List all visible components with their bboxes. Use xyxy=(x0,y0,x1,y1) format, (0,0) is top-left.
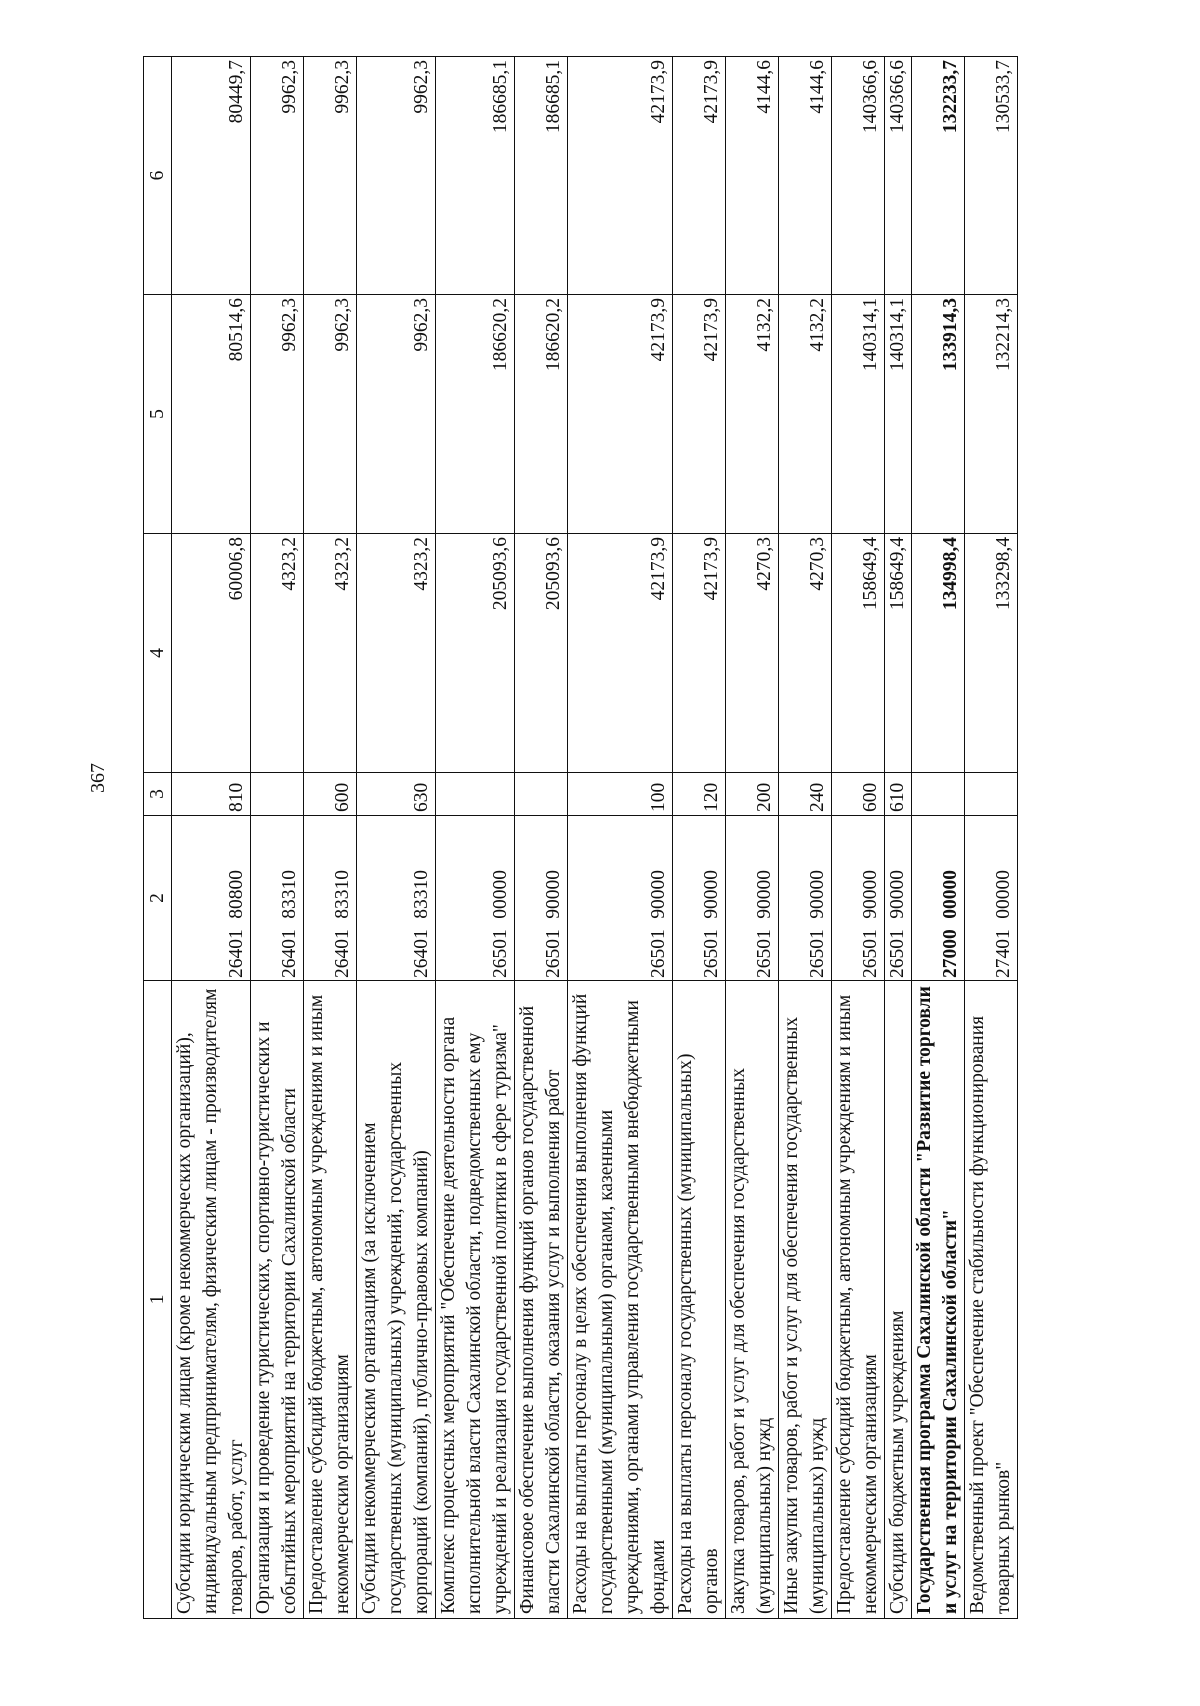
row-value-col5: 9962,3 xyxy=(357,295,436,534)
row-value-col6: 9962,3 xyxy=(251,57,304,295)
row-expense-type: 610 xyxy=(885,773,912,816)
row-code-direction: 90000 xyxy=(701,870,722,919)
row-name: Финансовое обеспечение выполнения функций органов государственной власти Сахалинской области, оказания услуг и выполнения работ xyxy=(515,981,568,1619)
row-code-direction: 90000 xyxy=(543,870,564,919)
row-code-program: 26501 xyxy=(860,929,881,978)
row-code-direction: 90000 xyxy=(754,870,775,919)
row-value-col6: 9962,3 xyxy=(357,57,436,295)
row-code xyxy=(436,816,515,981)
row-code-program: 26401 xyxy=(411,929,432,978)
row-code-direction: 90000 xyxy=(860,870,881,919)
row-value-col5: 140314,1 xyxy=(832,295,885,534)
row-value-col5: 133914,3 xyxy=(912,295,965,534)
row-expense-type: 100 xyxy=(568,773,673,816)
row-expense-type xyxy=(515,773,568,816)
row-value-col5: 42173,9 xyxy=(568,295,673,534)
row-value-col6: 140366,6 xyxy=(885,57,912,295)
table-row xyxy=(357,57,436,1619)
row-code xyxy=(357,816,436,981)
row-name: Иные закупки товаров, работ и услуг для обеспечения государственных (муниципальных) нужд xyxy=(779,981,832,1619)
row-expense-type: 630 xyxy=(357,773,436,816)
row-name: Предоставление субсидий бюджетным, автономным учреждениям и иным некоммерческим организациям xyxy=(304,981,357,1619)
row-code xyxy=(515,816,568,981)
table-row xyxy=(172,57,251,1619)
row-code xyxy=(832,816,885,981)
row-value-col6: 9962,3 xyxy=(304,57,357,295)
table-row xyxy=(568,57,673,1619)
row-value-col6: 140366,6 xyxy=(832,57,885,295)
row-code xyxy=(172,816,251,981)
row-expense-type: 810 xyxy=(172,773,251,816)
row-value-col4: 205093,6 xyxy=(515,534,568,773)
header-col-6: 6 xyxy=(144,57,172,295)
row-code-direction: 90000 xyxy=(807,870,828,919)
row-value-col4: 134998,4 xyxy=(912,534,965,773)
row-value-col6: 186685,1 xyxy=(515,57,568,295)
row-value-col4: 4323,2 xyxy=(304,534,357,773)
row-code xyxy=(568,816,673,981)
row-value-col5: 9962,3 xyxy=(251,295,304,534)
row-value-col6: 4144,6 xyxy=(726,57,779,295)
table-row xyxy=(912,57,965,1619)
row-expense-type xyxy=(436,773,515,816)
row-code xyxy=(885,816,912,981)
row-expense-type xyxy=(912,773,965,816)
row-code xyxy=(304,816,357,981)
table-row xyxy=(965,57,1018,1619)
row-value-col4: 158649,4 xyxy=(832,534,885,773)
row-code-direction: 90000 xyxy=(887,870,908,919)
row-value-col5: 4132,2 xyxy=(726,295,779,534)
row-value-col5: 9962,3 xyxy=(304,295,357,534)
header-col-1: 1 xyxy=(144,981,172,1619)
row-code-program: 26401 xyxy=(332,929,353,978)
row-code xyxy=(726,816,779,981)
row-name: Субсидии некоммерческим организациям (за исключением государственных (муниципальных) учреждений, государственных корпораций (компаний), публично-правовых компаний) xyxy=(357,981,436,1619)
row-value-col5: 80514,6 xyxy=(172,295,251,534)
row-value-col5: 140314,1 xyxy=(885,295,912,534)
row-name: Комплекс процессных мероприятий "Обеспечение деятельности органа исполнительной власти Сахалинской области, подведомственных ему учреждений и реализация государственной политики в сфере туризма" xyxy=(436,981,515,1619)
table-row xyxy=(885,57,912,1619)
row-value-col5: 132214,3 xyxy=(965,295,1018,534)
row-code-direction: 00000 xyxy=(993,870,1014,919)
table-row xyxy=(726,57,779,1619)
row-code-program: 26501 xyxy=(887,929,908,978)
table-row xyxy=(779,57,832,1619)
row-expense-type: 240 xyxy=(779,773,832,816)
row-value-col4: 133298,4 xyxy=(965,534,1018,773)
row-name: Субсидии юридическим лицам (кроме некоммерческих организаций), индивидуальным предпринимателям, физическим лицам - производителям товаров, работ, услуг xyxy=(172,981,251,1619)
row-code-direction: 90000 xyxy=(648,870,669,919)
row-value-col4: 158649,4 xyxy=(885,534,912,773)
row-value-col5: 42173,9 xyxy=(673,295,726,534)
row-code-direction: 00000 xyxy=(940,870,961,919)
row-code-direction: 00000 xyxy=(490,870,511,919)
row-value-col4: 205093,6 xyxy=(436,534,515,773)
header-col-3: 3 xyxy=(144,773,172,816)
row-code-program: 26501 xyxy=(807,929,828,978)
row-name: Предоставление субсидий бюджетным, автономным учреждениям и иным некоммерческим организациям xyxy=(832,981,885,1619)
row-value-col6: 42173,9 xyxy=(568,57,673,295)
row-value-col6: 80449,7 xyxy=(172,57,251,295)
table-row xyxy=(436,57,515,1619)
row-value-col4: 60006,8 xyxy=(172,534,251,773)
row-name: Ведомственный проект "Обеспечение стабильности функционирования товарных рынков" xyxy=(965,981,1018,1619)
row-code-program: 26501 xyxy=(543,929,564,978)
row-expense-type: 600 xyxy=(304,773,357,816)
row-code-program: 26401 xyxy=(226,929,247,978)
budget-table xyxy=(143,56,1018,1619)
row-value-col5: 186620,2 xyxy=(515,295,568,534)
row-code xyxy=(779,816,832,981)
table-row xyxy=(832,57,885,1619)
row-code xyxy=(912,816,965,981)
header-col-4: 4 xyxy=(144,534,172,773)
header-row xyxy=(144,57,172,1619)
row-name: Расходы на выплаты персоналу в целях обеспечения выполнения функций государственными (муниципальными) органами, казенными учреждениями, органами управления государственными внебюджетными фондами xyxy=(568,981,673,1619)
row-value-col4: 42173,9 xyxy=(673,534,726,773)
row-code-program: 26501 xyxy=(648,929,669,978)
row-value-col6: 42173,9 xyxy=(673,57,726,295)
row-expense-type: 200 xyxy=(726,773,779,816)
row-value-col5: 4132,2 xyxy=(779,295,832,534)
row-code xyxy=(251,816,304,981)
row-code-program: 26501 xyxy=(754,929,775,978)
row-value-col4: 4323,2 xyxy=(251,534,304,773)
row-value-col6: 4144,6 xyxy=(779,57,832,295)
row-value-col6: 130533,7 xyxy=(965,57,1018,295)
row-code-program: 26501 xyxy=(490,929,511,978)
row-value-col6: 132233,7 xyxy=(912,57,965,295)
row-value-col4: 42173,9 xyxy=(568,534,673,773)
row-code-direction: 83310 xyxy=(411,870,432,919)
row-value-col6: 186685,1 xyxy=(436,57,515,295)
row-code-direction: 83310 xyxy=(332,870,353,919)
row-code-program: 27401 xyxy=(993,929,1014,978)
row-code-direction: 80800 xyxy=(226,870,247,919)
row-expense-type: 120 xyxy=(673,773,726,816)
budget-table-page xyxy=(143,57,1193,1619)
page-number: 367 xyxy=(87,763,109,793)
row-value-col5: 186620,2 xyxy=(436,295,515,534)
row-code-program: 27000 xyxy=(940,929,961,978)
row-value-col4: 4270,3 xyxy=(726,534,779,773)
row-code-direction: 83310 xyxy=(279,870,300,919)
row-value-col4: 4323,2 xyxy=(357,534,436,773)
table-row xyxy=(304,57,357,1619)
row-code xyxy=(673,816,726,981)
header-col-2: 2 xyxy=(144,816,172,981)
row-name: Субсидии бюджетным учреждениям xyxy=(885,981,912,1619)
row-code xyxy=(965,816,1018,981)
table-row xyxy=(251,57,304,1619)
row-name: Расходы на выплаты персоналу государственных (муниципальных) органов xyxy=(673,981,726,1619)
row-value-col4: 4270,3 xyxy=(779,534,832,773)
header-col-5: 5 xyxy=(144,295,172,534)
row-name: Государственная программа Сахалинской области "Развитие торговли и услуг на территории Сахалинской области" xyxy=(912,981,965,1619)
row-name: Организация и проведение туристических, спортивно-туристических и событийных мероприятий на территории Сахалинской области xyxy=(251,981,304,1619)
row-name: Закупка товаров, работ и услуг для обеспечения государственных (муниципальных) нужд xyxy=(726,981,779,1619)
row-expense-type: 600 xyxy=(832,773,885,816)
row-code-program: 26501 xyxy=(701,929,722,978)
row-expense-type xyxy=(965,773,1018,816)
table-row xyxy=(515,57,568,1619)
row-code-program: 26401 xyxy=(279,929,300,978)
table-row xyxy=(673,57,726,1619)
row-expense-type xyxy=(251,773,304,816)
